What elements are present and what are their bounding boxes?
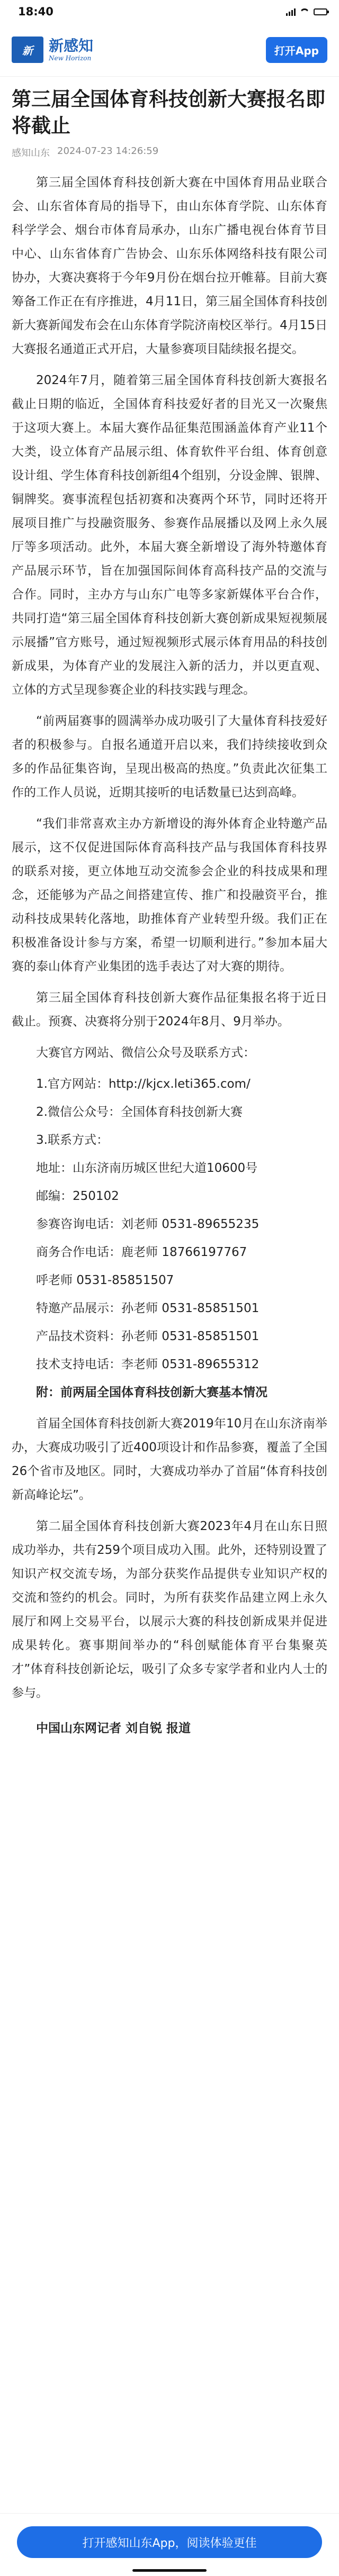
- contact-heading: 3.联系方式：: [36, 1133, 109, 1147]
- article-paragraph: 大赛官方网站、微信公众号及联系方式：: [36, 1046, 255, 1060]
- article-byline: 中国山东网记者 刘自锐 报道: [36, 1722, 191, 1735]
- article-paragraph: “前两届赛事的圆满举办成功吸引了大量体育科技爱好者的积极参与。自报名通道开启以来，我们持续接收到众多的作品征集咨询，呈现出极高的热度。”负责此次征集工作的工作人员说，近期其接听的电话数量已达到高峰。: [12, 714, 327, 799]
- contact-phone: 特邀产品展示：孙老师 0531-85851501: [36, 1301, 260, 1315]
- status-icons: [286, 7, 327, 16]
- appendix-paragraph: 第二届全国体育科技创新大赛2023年4月在山东日照成功举办，共有259个项目成功入围。此外，还特别设置了知识产权交流专场，为部分获奖作品提供专业知识产权的交流和签约的机会。同时，为所有获奖作品建立网上永久展厅和网上交易平台，以展示大赛的科技创新成果并促进成果转化。赛事期间举办的“科创赋能体育平台集聚英才”体育科技创新论坛，吸引了众多专家学者和业内人士的参与。: [12, 1519, 327, 1700]
- brand-subtitle: New Horizon: [49, 54, 92, 62]
- appendix-paragraph: 首届全国体育科技创新大赛2019年10月在山东济南举办，大赛成功吸引了近400项设计和作品参赛，覆盖了全国26个省市及地区。同时，大赛成功举办了首届“体育科技创新高峰论坛”。: [12, 1417, 327, 1502]
- contact-phone: 技术支持电话：李老师 0531-89655312: [36, 1358, 260, 1371]
- article-paragraph: “我们非常喜欢主办方新增设的海外体育企业特邀产品展示，这不仅促进国际体育高科技产品与我国体育科技界的联系对接，更立体地互动交流参会企业的科技成果和理念，还能够为产品之间搭建宣传、推广和投融资平台，推动科技成果转化落地，助推体育产业转型升级。我们正在积极准备设计参与方案，希望一切顺利进行。”参加本届大赛的泰山体育产业集团的选手表达了对大赛的期待。: [12, 817, 327, 973]
- contact-wechat: 2.微信公众号：全国体育科技创新大赛: [36, 1105, 243, 1119]
- article-paragraph: 第三届全国体育科技创新大赛在中国体育用品业联合会、山东省体育局的指导下，由山东体育学院、山东体育科学学会、烟台市体育局承办，山东广播电视台体育节目中心、山东省体育广告协会、山东乐体网络科技有限公司协办，大赛决赛将于今年9月份在烟台拉开帷幕。目前大赛筹备工作正在有序推进，4月11日，第三届全国体育科技创新大赛新闻发布会在山东体育学院济南校区举行。4月15日大赛报名通道正式开启，大量参赛项目陆续报名提交。: [12, 176, 327, 356]
- signal-icon: [286, 7, 296, 16]
- app-logo: 新: [12, 37, 43, 63]
- battery-icon: [314, 8, 327, 15]
- contact-phone: 参赛咨询电话：刘老师 0531-89655235: [36, 1217, 260, 1231]
- wifi-icon: [300, 8, 309, 15]
- brand-name: 新感知: [49, 37, 94, 54]
- article: [0, 86, 339, 1741]
- status-bar: [0, 0, 339, 23]
- open-app-button[interactable]: 打开App: [266, 37, 327, 63]
- article-paragraph: 2024年7月，随着第三届全国体育科技创新大赛报名截止日期的临近，全国体育科技爱好者的目光又一次聚焦于这项大赛上。本届大赛作品征集范围涵盖体育产业11个大类，设立体育产品展示组、体育软件平台组、体育创意设计组、学生体育科技创新组4个组别，分设金牌、银牌、铜牌奖。赛事流程包括初赛和决赛两个环节，同时还将开展项目推广与投融资服务、参赛作品展播以及网上永久展厅等多项活动。此外，本届大赛全新增设了海外特邀体育产品展示环节，旨在加强国际间体育高科技产品的交流与合作。同时，主办方与山东广电等多家新媒体平台合作，共同打造“第三届全国体育科技创新大赛创新成果短视频展示展播”官方账号，通过短视频形式展示体育用品的科技创新成果，为体育产业的发展注入新的活力，并以更直观、立体的方式呈现参赛企业的科技实践与理念。: [12, 374, 327, 697]
- article-source[interactable]: 感知山东: [12, 148, 50, 159]
- open-app-cta-button[interactable]: 打开感知山东App，阅读体验更佳: [17, 2526, 322, 2558]
- brand: [12, 37, 93, 63]
- contact-phone: 呼老师 0531-85851507: [36, 1273, 174, 1287]
- brand-text: [49, 38, 93, 62]
- article-datetime: 2024-07-23 14:26:59: [57, 145, 159, 157]
- app-header: [0, 23, 339, 77]
- contact-postcode: 邮编：250102: [36, 1189, 119, 1203]
- contact-phone: 产品技术资料：孙老师 0531-85851501: [36, 1330, 260, 1343]
- home-indicator: [132, 2569, 207, 2572]
- bottom-bar: [0, 2513, 339, 2576]
- contact-website[interactable]: 1.官方网站：http://kjcx.leti365.com/: [36, 1077, 251, 1091]
- contact-phone: 商务合作电话：鹿老师 18766197767: [36, 1245, 247, 1259]
- article-meta: [12, 145, 327, 159]
- article-title: 第三届全国体育科技创新大赛报名即将截止: [12, 88, 325, 137]
- appendix-heading: 附：前两届全国体育科技创新大赛基本情况: [36, 1386, 267, 1399]
- contact-address: 地址：山东济南历城区世纪大道10600号: [36, 1161, 258, 1175]
- article-paragraph: 第三届全国体育科技创新大赛作品征集报名将于近日截止。预赛、决赛将分别于2024年8月、9月举办。: [12, 991, 327, 1028]
- status-time: 18:40: [18, 5, 53, 18]
